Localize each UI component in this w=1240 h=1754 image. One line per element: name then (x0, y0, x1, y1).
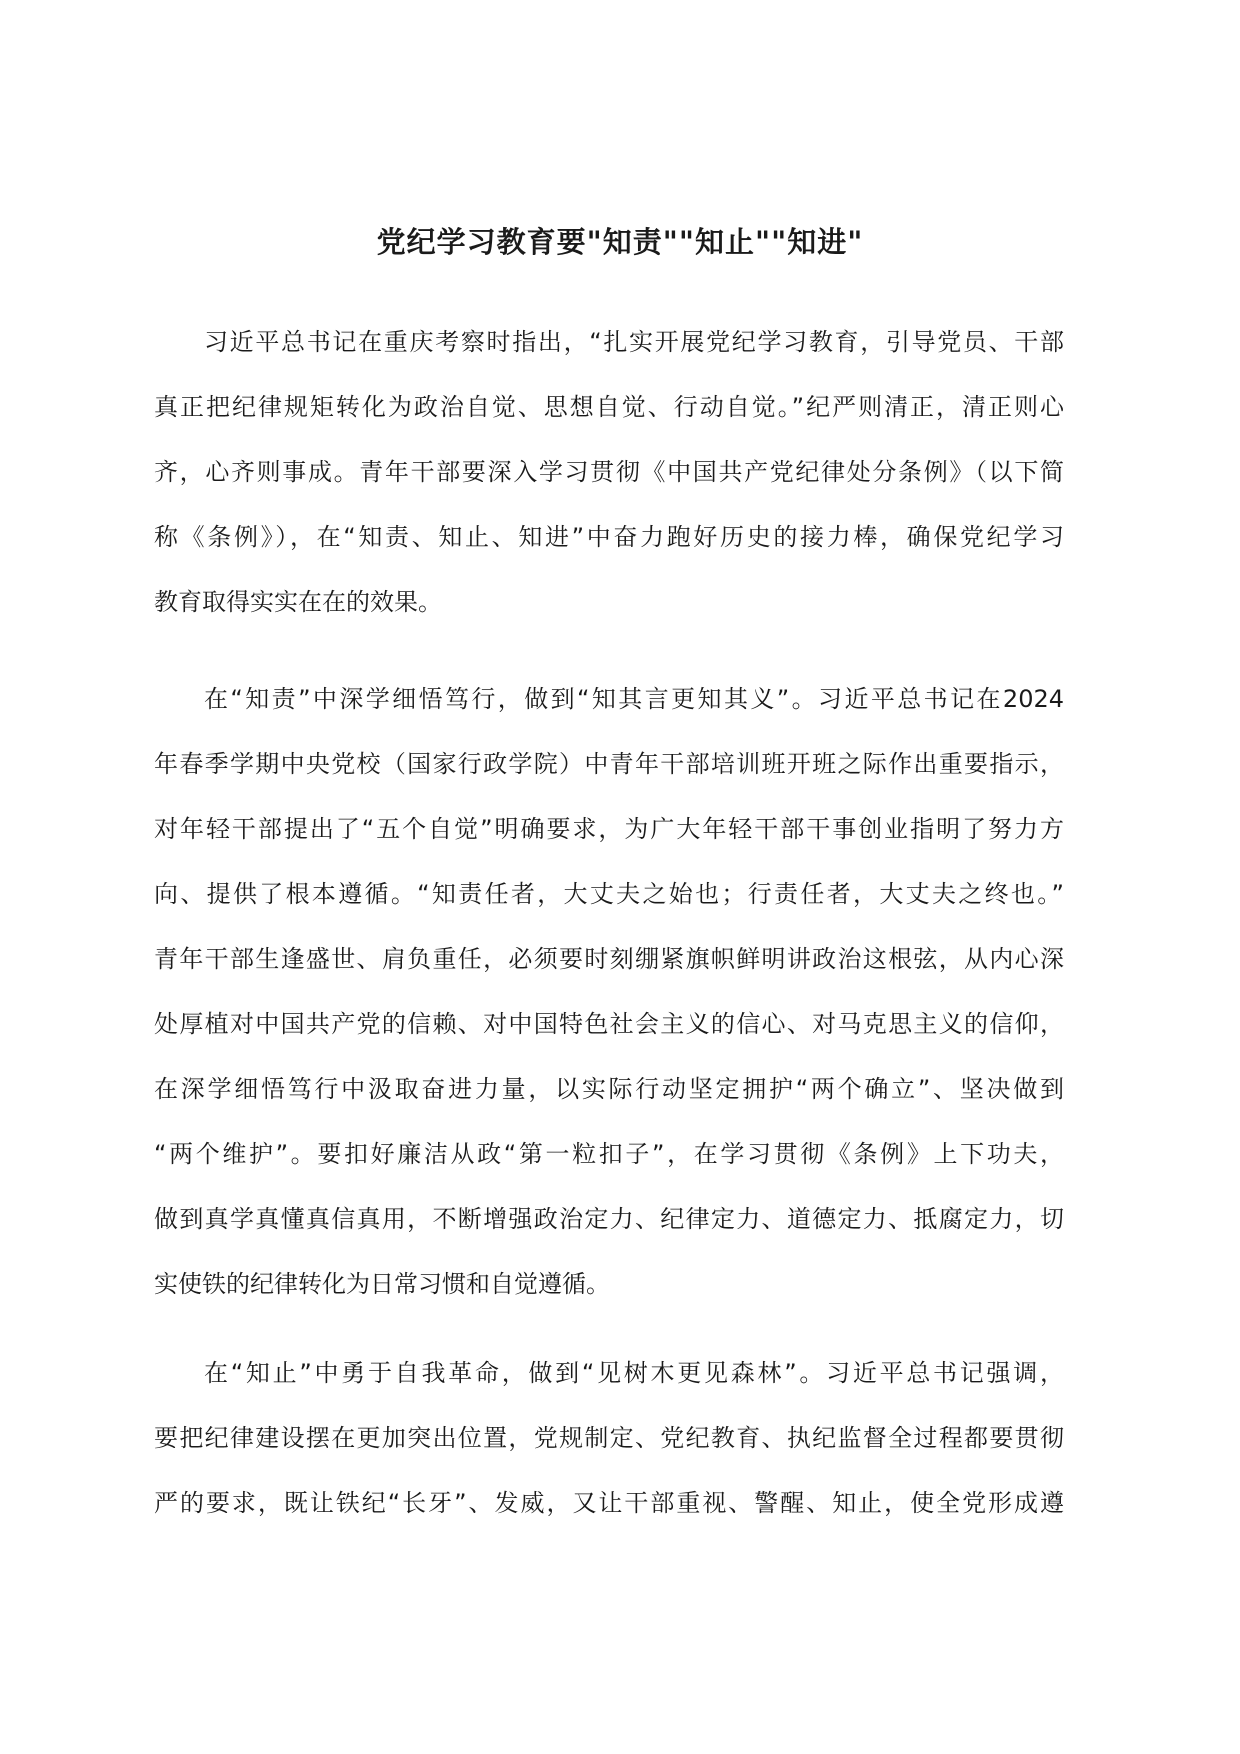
paragraph-line: 实使铁的纪律转化为日常习惯和自觉遵循。 (154, 1270, 610, 1298)
paragraph-line: 向、提供了根本遵循。“知责任者，大丈夫之始也；行责任者，大丈夫之终也。” (154, 880, 1064, 908)
paragraph-line: 在“知责”中深学细悟笃行，做到“知其言更知其义”。习近平总书记在2024 (204, 685, 1064, 713)
paragraph-line: 教育取得实实在在的效果。 (154, 588, 442, 616)
paragraph-line: 做到真学真懂真信真用，不断增强政治定力、纪律定力、道德定力、抵腐定力，切 (154, 1205, 1064, 1233)
paragraph-line: 严的要求，既让铁纪“长牙”、发威，又让干部重视、警醒、知止，使全党形成遵 (154, 1489, 1064, 1517)
document-title: 党纪学习教育要"知责""知止""知进" (376, 225, 864, 259)
paragraph-line: 齐，心齐则事成。青年干部要深入学习贯彻《中国共产党纪律处分条例》（以下简 (154, 458, 1064, 486)
paragraph-line: 要把纪律建设摆在更加突出位置，党规制定、党纪教育、执纪监督全过程都要贯彻 (154, 1424, 1064, 1452)
paragraph-line: 年春季学期中央党校（国家行政学院）中青年干部培训班开班之际作出重要指示， (154, 750, 1064, 778)
paragraph-2 (154, 667, 1064, 1317)
paragraph-line: “两个维护”。要扣好廉洁从政“第一粒扣子”，在学习贯彻《条例》上下功夫， (154, 1140, 1064, 1168)
paragraph-line: 真正把纪律规矩转化为政治自觉、思想自觉、行动自觉。”纪严则清正，清正则心 (154, 393, 1064, 421)
paragraph-1 (154, 310, 1064, 635)
paragraph-line: 习近平总书记在重庆考察时指出，“扎实开展党纪学习教育，引导党员、干部 (204, 328, 1064, 356)
paragraph-3 (154, 1341, 1064, 1536)
paragraph-line: 在“知止”中勇于自我革命，做到“见树木更见森林”。习近平总书记强调， (204, 1359, 1064, 1387)
paragraph-line: 称《条例》），在“知责、知止、知进”中奋力跑好历史的接力棒，确保党纪学习 (154, 523, 1064, 551)
paragraph-line: 对年轻干部提出了“五个自觉”明确要求，为广大年轻干部干事创业指明了努力方 (154, 815, 1064, 843)
paragraph-line: 在深学细悟笃行中汲取奋进力量，以实际行动坚定拥护“两个确立”、坚决做到 (154, 1075, 1064, 1103)
paragraph-line: 处厚植对中国共产党的信赖、对中国特色社会主义的信心、对马克思主义的信仰， (154, 1010, 1064, 1038)
paragraph-line: 青年干部生逢盛世、肩负重任，必须要时刻绷紧旗帜鲜明讲政治这根弦，从内心深 (154, 945, 1064, 973)
